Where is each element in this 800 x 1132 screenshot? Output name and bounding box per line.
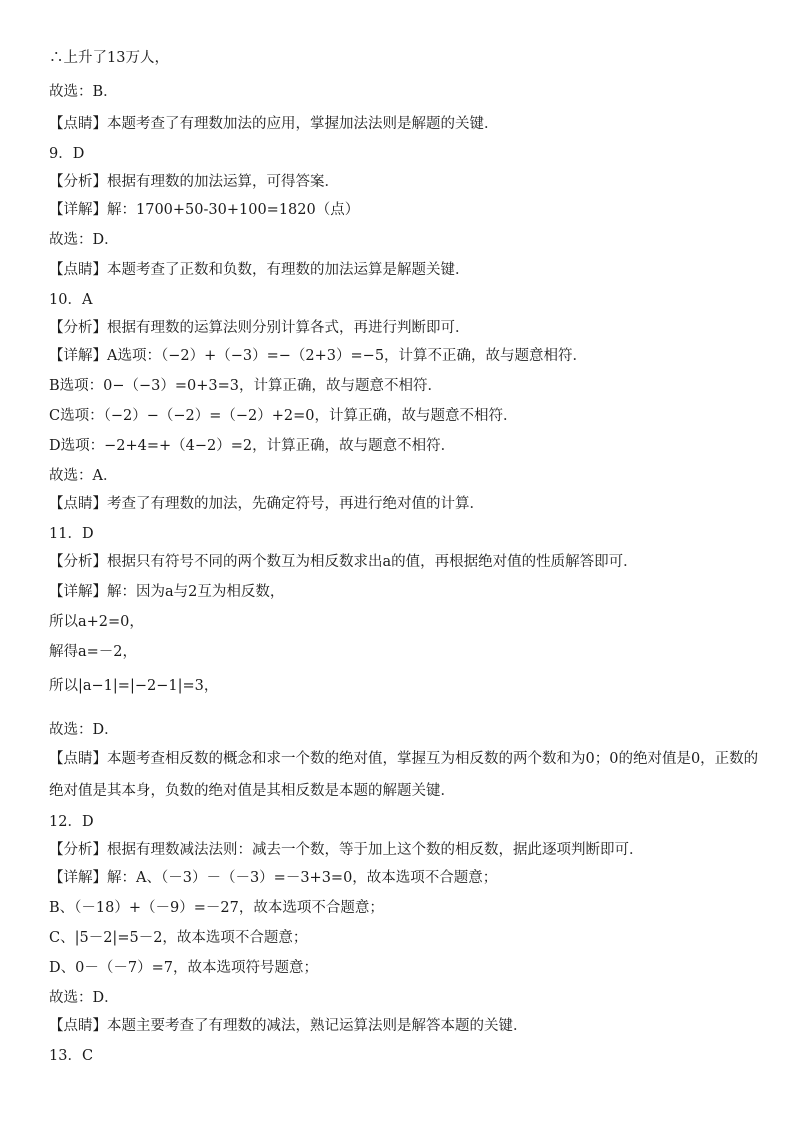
text-line: 故选：B． bbox=[49, 84, 118, 100]
text-line: 【详解】解：A、（－3）－（－3）=－3+3=0，故本选项不合题意； bbox=[49, 870, 498, 886]
text-line: 【分析】根据只有符号不同的两个数互为相反数求出a的值，再根据绝对值的性质解答即可． bbox=[49, 554, 638, 570]
text-line: 【详解】解：因为a与2互为相反数， bbox=[49, 584, 285, 600]
text-line: D选项：−2+4=+（4−2）=2，计算正确，故与题意不相符． bbox=[49, 438, 456, 454]
text-line: 9．D bbox=[49, 146, 85, 162]
text-line: D、0－（－7）=7，故本选项符号题意； bbox=[49, 960, 318, 976]
text-line: 解得a=－2， bbox=[49, 644, 138, 660]
text-line: 10．A bbox=[49, 292, 93, 308]
text-line: 13．C bbox=[49, 1048, 94, 1064]
text-line: 故选：D． bbox=[49, 722, 119, 738]
text-line: ∴上升了13万人， bbox=[49, 50, 169, 66]
text-line: 【点睛】本题主要考查了有理数的减法，熟记运算法则是解答本题的关键． bbox=[49, 1018, 528, 1034]
text-line: C、|5－2|=5－2，故本选项不合题意； bbox=[49, 930, 308, 946]
text-line: B、（－18）+（－9）=－27，故本选项不合题意； bbox=[49, 900, 384, 916]
text-line: 【详解】A选项：（−2）+（−3）=−（2+3）=−5，计算不正确，故与题意相符． bbox=[49, 348, 588, 364]
text-line: 【点睛】本题考查相反数的概念和求一个数的绝对值，掌握互为相反数的两个数和为0；0的绝对值是0，正数的绝对值是其本身，负数的绝对值是其相反数是本题的解题关键． bbox=[49, 751, 759, 799]
text-line: B选项：0−（−3）=0+3=3，计算正确，故与题意不相符． bbox=[49, 378, 443, 394]
text-line: 【点睛】本题考查了正数和负数，有理数的加法运算是解题关键． bbox=[49, 262, 470, 278]
text-line: 【分析】根据有理数的加法运算，可得答案． bbox=[49, 174, 339, 190]
text-line: 故选：D． bbox=[49, 990, 119, 1006]
text-line: 11．D bbox=[49, 526, 94, 542]
text-line: 12．D bbox=[49, 814, 94, 830]
text-line: 【分析】根据有理数的运算法则分别计算各式，再进行判断即可． bbox=[49, 320, 470, 336]
text-line: C选项：（−2）−（−2）=（−2）+2=0，计算正确，故与题意不相符． bbox=[49, 408, 518, 424]
text-line: 【点睛】考查了有理数的加法，先确定符号，再进行绝对值的计算． bbox=[49, 496, 484, 512]
text-line: 故选：A． bbox=[49, 468, 118, 484]
text-line: 故选：D． bbox=[49, 232, 119, 248]
text-line: 所以a+2=0， bbox=[49, 614, 144, 630]
text-line: 【点睛】本题考查了有理数加法的应用，掌握加法法则是解题的关键． bbox=[49, 116, 499, 132]
text-line: 【详解】解：1700+50-30+100=1820（点） bbox=[49, 202, 360, 218]
text-line: 所以|a−1|=|−2−1|=3， bbox=[49, 678, 219, 694]
text-line: 【分析】根据有理数减法法则：减去一个数，等于加上这个数的相反数，据此逐项判断即可． bbox=[49, 842, 644, 858]
